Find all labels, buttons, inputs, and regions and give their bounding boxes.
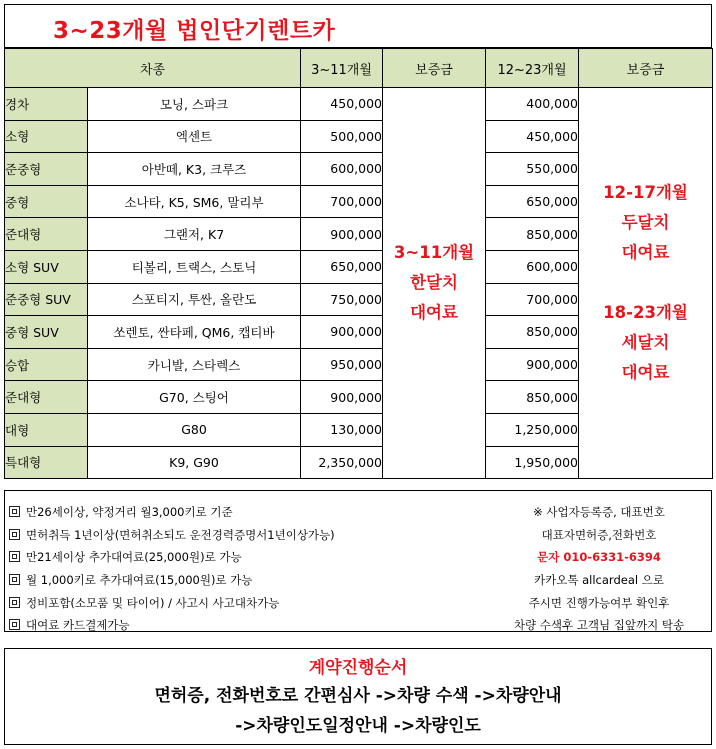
page-title: 3~23개월 법인단기렌트카 xyxy=(53,18,336,44)
price-short-term: 750,000 xyxy=(301,283,383,316)
process-steps-line-2: ->차량인도일정안내 ->차량인도 xyxy=(235,716,481,736)
vehicle-class: 준대형 xyxy=(5,218,88,251)
vehicle-models: 그랜저, K7 xyxy=(88,218,301,251)
deposit-long-line: 두달치 xyxy=(621,213,670,233)
vehicle-models: K9, G90 xyxy=(88,446,301,479)
price-short-term: 600,000 xyxy=(301,153,383,186)
title-row xyxy=(4,4,712,48)
deposit-long-line: 대여료 xyxy=(621,363,670,383)
header-vehicle-type: 차종 xyxy=(5,49,301,88)
price-long-term: 450,000 xyxy=(486,120,579,153)
condition-item xyxy=(9,614,479,637)
vehicle-class: 경차 xyxy=(5,88,88,121)
price-long-term: 650,000 xyxy=(486,185,579,218)
vehicle-class: 소형 SUV xyxy=(5,250,88,283)
condition-item xyxy=(9,569,479,592)
header-deposit-long: 보증금 xyxy=(579,49,713,88)
checkbox-square-icon xyxy=(9,529,20,540)
deposit-long-line: 대여료 xyxy=(621,243,670,263)
condition-text: 면허취득 1년이상(면허취소되도 운전경력증명서1년이상가능) xyxy=(26,527,335,542)
contact-line: ※ 사업자등록증, 대표번호 xyxy=(533,505,665,519)
vehicle-class: 준중형 SUV xyxy=(5,283,88,316)
vehicle-class: 특대형 xyxy=(5,446,88,479)
checkbox-square-icon xyxy=(9,619,20,630)
condition-text: 대여료 카드결제가능 xyxy=(26,618,130,633)
contact-line: 차량 수색후 고객님 집앞까지 탁송 xyxy=(513,618,685,633)
vehicle-models: 아반떼, K3, 크루즈 xyxy=(88,153,301,186)
table-header-row xyxy=(5,49,713,88)
vehicle-class: 승합 xyxy=(5,348,88,381)
vehicle-class: 준중형 xyxy=(5,153,88,186)
vehicle-models: 엑센트 xyxy=(88,120,301,153)
deposit-long-line: 18-23개월 xyxy=(603,303,688,323)
header-long-term: 12~23개월 xyxy=(486,49,579,88)
header-deposit-short: 보증금 xyxy=(383,49,486,88)
checkbox-square-icon xyxy=(9,551,20,562)
deposit-long-spacer xyxy=(579,268,712,298)
vehicle-class: 중형 xyxy=(5,185,88,218)
condition-item xyxy=(9,501,479,524)
price-long-term: 400,000 xyxy=(486,88,579,121)
deposit-short-line: 대여료 xyxy=(410,303,458,323)
vehicle-class: 대형 xyxy=(5,413,88,446)
checkbox-square-icon xyxy=(9,574,20,585)
price-short-term: 900,000 xyxy=(301,316,383,349)
table-row xyxy=(5,88,713,121)
price-short-term: 700,000 xyxy=(301,185,383,218)
process-title: 계약진행순서 xyxy=(308,658,408,678)
price-short-term: 130,000 xyxy=(301,413,383,446)
price-long-term: 850,000 xyxy=(486,381,579,414)
vehicle-models: 스포티지, 투싼, 올란도 xyxy=(88,283,301,316)
checkbox-square-icon xyxy=(9,597,20,608)
vehicle-class: 준대형 xyxy=(5,381,88,414)
condition-item xyxy=(9,592,479,615)
price-long-term: 700,000 xyxy=(486,283,579,316)
price-short-term: 650,000 xyxy=(301,250,383,283)
condition-text: 만26세이상, 약정거리 월3,000키로 기준 xyxy=(26,505,233,519)
condition-text: 월 1,000키로 추가대여료(15,000원)로 가능 xyxy=(26,573,253,588)
contact-line: 카카오톡 allcardeal 으로 xyxy=(534,573,664,588)
notes-section xyxy=(4,490,712,632)
price-long-term: 600,000 xyxy=(486,250,579,283)
checkbox-square-icon xyxy=(9,506,20,517)
price-short-term: 500,000 xyxy=(301,120,383,153)
price-short-term: 450,000 xyxy=(301,88,383,121)
condition-text: 정비포함(소모품 및 타이어) / 사고시 사고대차가능 xyxy=(26,595,280,610)
deposit-short-term xyxy=(383,88,486,479)
price-long-term: 1,250,000 xyxy=(486,413,579,446)
deposit-short-line: 한달치 xyxy=(410,273,458,293)
vehicle-models: 카니발, 스타렉스 xyxy=(88,348,301,381)
contact-phone: 문자 010-6331-6394 xyxy=(537,550,661,565)
vehicle-models: 소나타, K5, SM6, 말리부 xyxy=(88,185,301,218)
process-steps-line-1: 면허증, 전화번호로 간편심사 ->차량 수색 ->차량안내 xyxy=(154,686,562,706)
header-short-term: 3~11개월 xyxy=(301,49,383,88)
price-long-term: 850,000 xyxy=(486,316,579,349)
vehicle-models: G70, 스팅어 xyxy=(88,381,301,414)
contact-line: 주시면 진행가능여부 확인후 xyxy=(528,595,670,610)
deposit-long-line: 세달치 xyxy=(621,333,670,353)
price-long-term: 1,950,000 xyxy=(486,446,579,479)
conditions-list xyxy=(9,501,479,637)
price-long-term: 850,000 xyxy=(486,218,579,251)
deposit-short-line: 3~11개월 xyxy=(393,243,475,263)
contract-process xyxy=(4,648,712,745)
vehicle-models: 모닝, 스파크 xyxy=(88,88,301,121)
price-short-term: 950,000 xyxy=(301,348,383,381)
price-short-term: 900,000 xyxy=(301,381,383,414)
contact-info xyxy=(493,501,705,637)
vehicle-class: 소형 xyxy=(5,120,88,153)
deposit-long-term xyxy=(579,88,713,479)
condition-item xyxy=(9,546,479,569)
rate-table xyxy=(4,48,713,479)
contact-line: 대표자면허증,전화번호 xyxy=(541,527,657,542)
condition-item xyxy=(9,524,479,547)
vehicle-models: 티볼리, 트랙스, 스토닉 xyxy=(88,250,301,283)
condition-text: 만21세이상 추가대여료(25,000원)로 가능 xyxy=(26,550,242,565)
vehicle-class: 중형 SUV xyxy=(5,316,88,349)
price-long-term: 550,000 xyxy=(486,153,579,186)
vehicle-models: 쏘렌토, 싼타페, QM6, 캡티바 xyxy=(88,316,301,349)
price-short-term: 2,350,000 xyxy=(301,446,383,479)
price-long-term: 900,000 xyxy=(486,348,579,381)
deposit-long-line: 12-17개월 xyxy=(603,183,688,203)
price-short-term: 900,000 xyxy=(301,218,383,251)
vehicle-models: G80 xyxy=(88,413,301,446)
